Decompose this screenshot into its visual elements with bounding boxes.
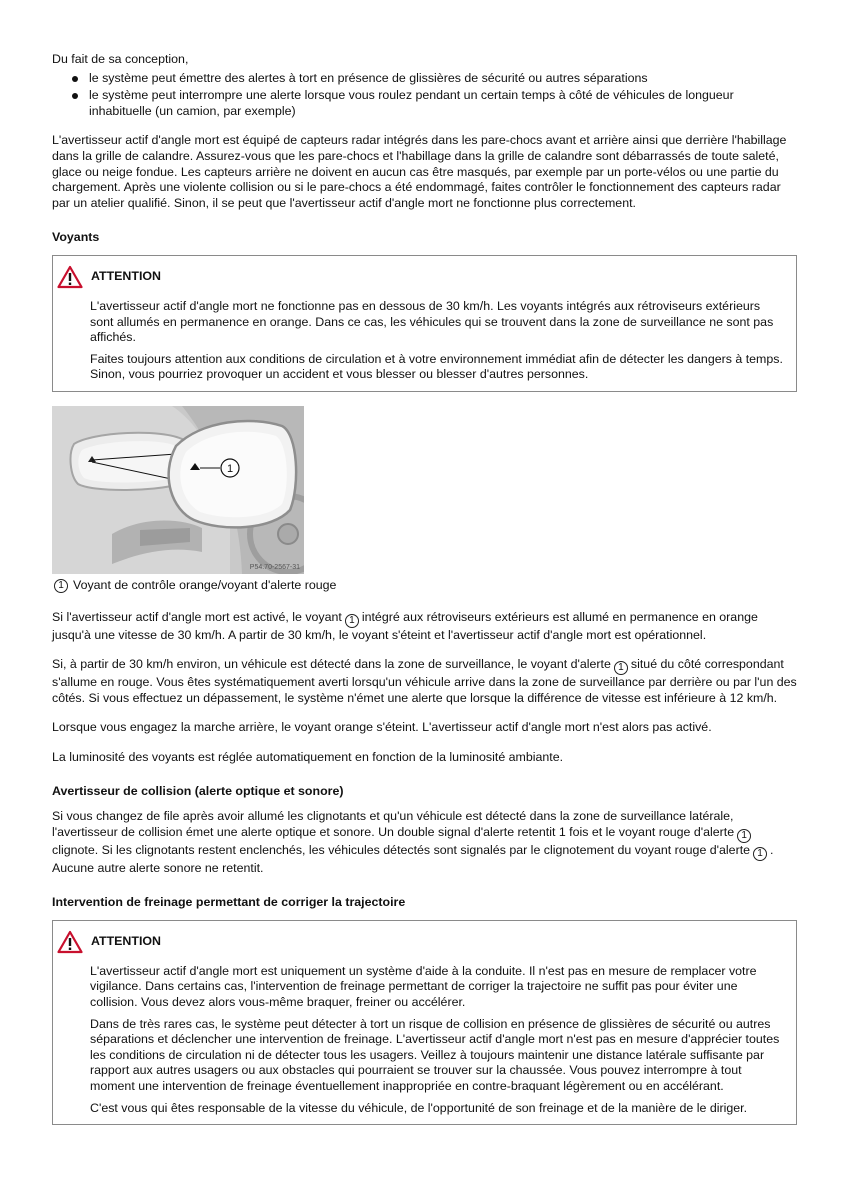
list-item: le système peut émettre des alertes à tort en présence de glissières de sécurité ou autres séparations [52, 71, 797, 87]
warning-triangle-icon [57, 265, 83, 289]
warning-title: ATTENTION [91, 269, 161, 284]
brightness-paragraph: La luminosité des voyants est réglée automatiquement en fonction de la luminosité ambiante. [52, 749, 564, 764]
collision-paragraph: Si vous changez de file après avoir allumé les clignotants et qu'un véhicule est détecté dans la zone de surveillance latérale, l'avertisseur de collision émet une alerte optique et sonore. Un double signal d'alerte retentit 1 fois et le voyant rouge d'alerte 1clignote. Si les clignotants restent enclenchés, les véhicules détectés sont signalés par le clignotement du voyant rouge d'alerte 1 . Aucune autre alerte sonore ne retentit. [52, 809, 774, 875]
callout-number-icon: 1 [753, 847, 767, 861]
warning-paragraph: Faites toujours attention aux conditions de circulation et à votre environnement immédiat afin de détecter les dangers à temps. Sinon, vous pourriez provoquer un accident et vous blesser ou blesser d'autres personnes. [90, 351, 783, 382]
warning-body [57, 964, 784, 1116]
warning-header [57, 264, 784, 290]
bullet-icon [72, 93, 78, 99]
detection-paragraph: Si, à partir de 30 km/h environ, un véhicule est détecté dans la zone de surveillance, le voyant d'alerte 1 situé du côté correspondant s'allume en rouge. Vous êtes systématiquement averti lorsqu'un véhicule arrive dans la zone de surveillance par derrière ou par l'un des côtés. Si vous effectuez un dépassement, le système n'émet une alerte que lorsque la différence de vitesse est inférieure à 12 km/h. [52, 657, 797, 705]
warning-header [57, 929, 784, 955]
warning-paragraph: Dans de très rares cas, le système peut détecter à tort un risque de collision en présence de glissières de sécurité ou autres séparations et déclencher une intervention de freinage. L'avertisseur actif d'angle mort n'est pas en mesure d'apprécier toutes les conditions de circulation ni de détecter tous les usagers. Veillez à toujours maintenir une distance latérale suffisante par rapport aux autres usagers ou aux obstacles qui pourraient se trouver sur la chaussée. Vous pouvez interrompre à tout moment une intervention de freinage éventuellement inappropriée en contre-braquant légèrement ou en accélérant. [90, 1016, 780, 1093]
warning-paragraph: C'est vous qui êtes responsable de la vitesse du véhicule, de l'opportunité de son freinage et de la manière de le diriger. [90, 1100, 748, 1115]
warning-box-2 [52, 920, 797, 1125]
section-heading-collision: Avertisseur de collision (alerte optique et sonore) [52, 784, 344, 799]
sensors-paragraph: L'avertisseur actif d'angle mort est équipé de capteurs radar intégrés dans les pare-chocs avant et arrière ainsi que derrière l'habillage dans la grille de calandre. Assurez-vous que les pare-chocs et l'habillage dans la grille de calandre sont débarrassés de toute saleté, glace ou neige fondue. Les capteurs arrière ne doivent en aucun cas être masqués, par exemple par un porte-vélos ou une partie du chargement. Après une violente collision ou si le pare-chocs a été endommagé, faites contrôler le fonctionnement des capteurs radar par un atelier qualifié. Sinon, il se peut que l'avertisseur actif d'angle mort ne fonctionne plus correctement. [52, 133, 787, 210]
limitations-list [52, 71, 797, 120]
warning-triangle-icon [57, 930, 83, 954]
warning-paragraph: L'avertisseur actif d'angle mort ne fonctionne pas en dessous de 30 km/h. Les voyants intégrés aux rétroviseurs extérieurs sont allumés en permanence en orange. Dans ce cas, les véhicules qui se trouvent dans la zone de surveillance ne sont pas affichés. [90, 298, 774, 345]
callout-number-icon: 1 [737, 829, 751, 843]
mirror-illustration [52, 406, 304, 574]
figure-callout-number: 1 [226, 462, 234, 475]
figure-caption [52, 578, 797, 594]
figure-code: P54.70-2567-31 [249, 563, 300, 571]
warning-box-1 [52, 255, 797, 392]
active-paragraph: Si l'avertisseur actif d'angle mort est activé, le voyant 1 intégré aux rétroviseurs extérieurs est allumé en permanence en orange jusqu'à une vitesse de 30 km/h. A partir de 30 km/h, le voyant s'éteint et l'avertisseur actif d'angle mort est opérationnel. [52, 609, 758, 642]
reverse-paragraph: Lorsque vous engagez la marche arrière, le voyant orange s'éteint. L'avertisseur actif d'angle mort n'est alors pas activé. [52, 720, 712, 735]
warning-paragraph: L'avertisseur actif d'angle mort est uniquement un système d'aide à la conduite. Il n'est pas en mesure de remplacer votre vigilance. Dans certains cas, l'intervention de freinage permettant de corriger la trajectoire ne suffit pas pour éviter une collision. Vous devez alors vous-même braquer, freiner ou accélérer. [90, 963, 757, 1010]
warning-body [57, 299, 784, 383]
callout-number-icon: 1 [345, 614, 359, 628]
intro-text: Du fait de sa conception, [52, 52, 189, 66]
warning-title: ATTENTION [91, 934, 161, 949]
caption-text: Voyant de contrôle orange/voyant d'alerte rouge [73, 577, 337, 592]
section-heading-braking: Intervention de freinage permettant de corriger la trajectoire [52, 895, 406, 910]
bullet-icon [72, 76, 78, 82]
document-page [52, 52, 797, 1135]
mirror-indicator-image [52, 406, 304, 574]
section-heading-voyants: Voyants [52, 230, 100, 245]
list-item: le système peut interrompre une alerte lorsque vous roulez pendant un certain temps à côté de véhicules de longueur inhabituelle (un camion, par exemple) [52, 88, 797, 119]
callout-number-icon: 1 [54, 579, 68, 593]
callout-number-icon: 1 [614, 661, 628, 675]
